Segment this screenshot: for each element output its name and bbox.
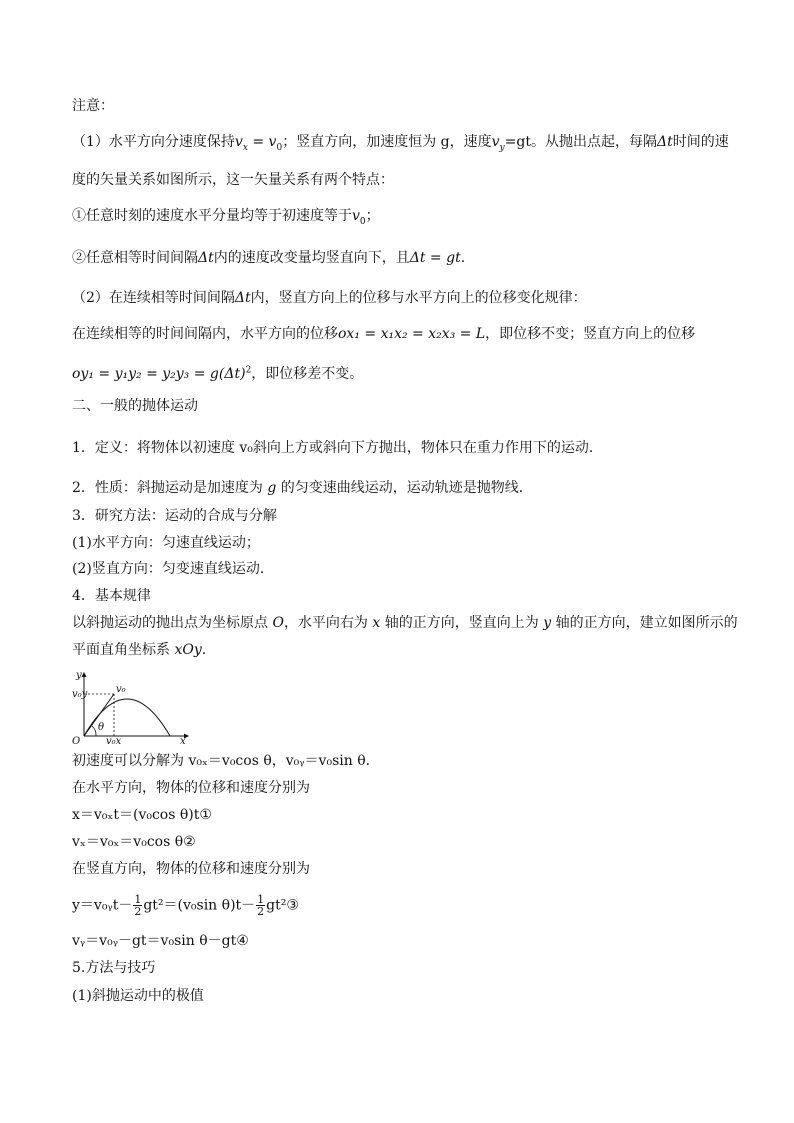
origin-label: O (72, 736, 81, 744)
y-axis-label: y (76, 670, 82, 681)
note-point-1-cont: 度的矢量关系如图所示，这一矢量关系有两个特点： (72, 172, 394, 188)
property: 2．性质：斜抛运动是加速度为 g 的匀变速曲线运动，运动轨迹是抛物线． (72, 480, 533, 496)
section-heading-2: 二、一般的抛体运动 (72, 398, 198, 414)
y-axis-arrow-icon (82, 672, 87, 677)
velocity-decomposition: 初速度可以分解为 v₀ₓ＝v₀cos θ，v₀ᵧ＝v₀sin θ． (72, 753, 380, 769)
vertical-title: 在竖直方向，物体的位移和速度分别为 (72, 861, 310, 877)
theta-label: θ (98, 722, 105, 733)
trajectory-diagram (72, 668, 192, 744)
method-vertical: (2)竖直方向：匀变速直线运动． (72, 561, 274, 577)
v0x-label: v₀x (106, 736, 122, 744)
method-horizontal: (1)水平方向：匀速直线运动； (72, 535, 260, 551)
equation-vx: vₓ＝v₀ₓ＝v₀cos θ② (72, 834, 196, 850)
tip-1: (1)斜抛运动中的极值 (72, 988, 204, 1004)
note-point-1: （1）水平方向分速度保持$v_x = v_0$；竖直方向，加速度恒为 g，速度$v_y=gt$。从抛出点起，每隔Δt时间的速 (72, 134, 729, 153)
equation-vy: vᵧ＝v₀ᵧ－gt＝v₀sin θ－gt④ (72, 933, 249, 949)
feature-2: ②任意相等时间间隔Δt内的速度改变量均竖直向下，且Δt = gt. (72, 250, 466, 266)
v0-label: v₀ (116, 684, 126, 695)
rule-paragraph-2: 平面直角坐标系 xOy. (72, 642, 207, 658)
fraction-half: $\frac{1}{2}$ (134, 893, 142, 918)
fraction-half: $\frac{1}{2}$ (257, 893, 265, 918)
method: 3．研究方法：运动的合成与分解 (72, 508, 277, 524)
definition: 1．定义：将物体以初速度 v₀斜向上方或斜向下方抛出，物体只在重力作用下的运动． (72, 440, 603, 456)
rule-heading: 4．基本规律 (72, 588, 151, 604)
tips-heading: 5.方法与技巧 (72, 960, 156, 976)
vertical-displacement: $oy_1 = y_1y_2 = y_2y_3 = g(\Delta t)^2$，即位移差不变。 (72, 365, 364, 382)
horizontal-title: 在水平方向，物体的位移和速度分别为 (72, 780, 310, 796)
x-axis-label: x (180, 736, 186, 744)
note-point-2: （2）在连续相等时间间隔Δt内，竖直方向上的位移与水平方向上的位移变化规律： (72, 290, 587, 306)
note-title: 注意： (72, 98, 114, 114)
horizontal-displacement: 在连续相等的时间间隔内，水平方向的位移ox₁ = x₁x₂ = x₂x₃ = L，即位移不变；竖直方向上的位移 (72, 326, 696, 342)
equation-y: y＝v₀ᵧt－ $\frac{1}{2}$ gt²＝(v₀sin θ)t－ $\frac{1}{2}$ gt²③ (72, 893, 299, 918)
theta-arc (92, 726, 96, 736)
v0y-label: v₀y (72, 689, 88, 700)
equation-x: x＝v₀ₓt＝(v₀cos θ)t① (72, 807, 212, 823)
rule-paragraph-1: 以斜抛运动的抛出点为坐标原点 O，水平向右为 x 轴的正方向，竖直向上为 y 轴的正方向，建立如图所示的 (72, 615, 738, 631)
feature-1: ①任意时刻的速度水平分量均等于初速度等于$v_0$； (72, 208, 380, 227)
